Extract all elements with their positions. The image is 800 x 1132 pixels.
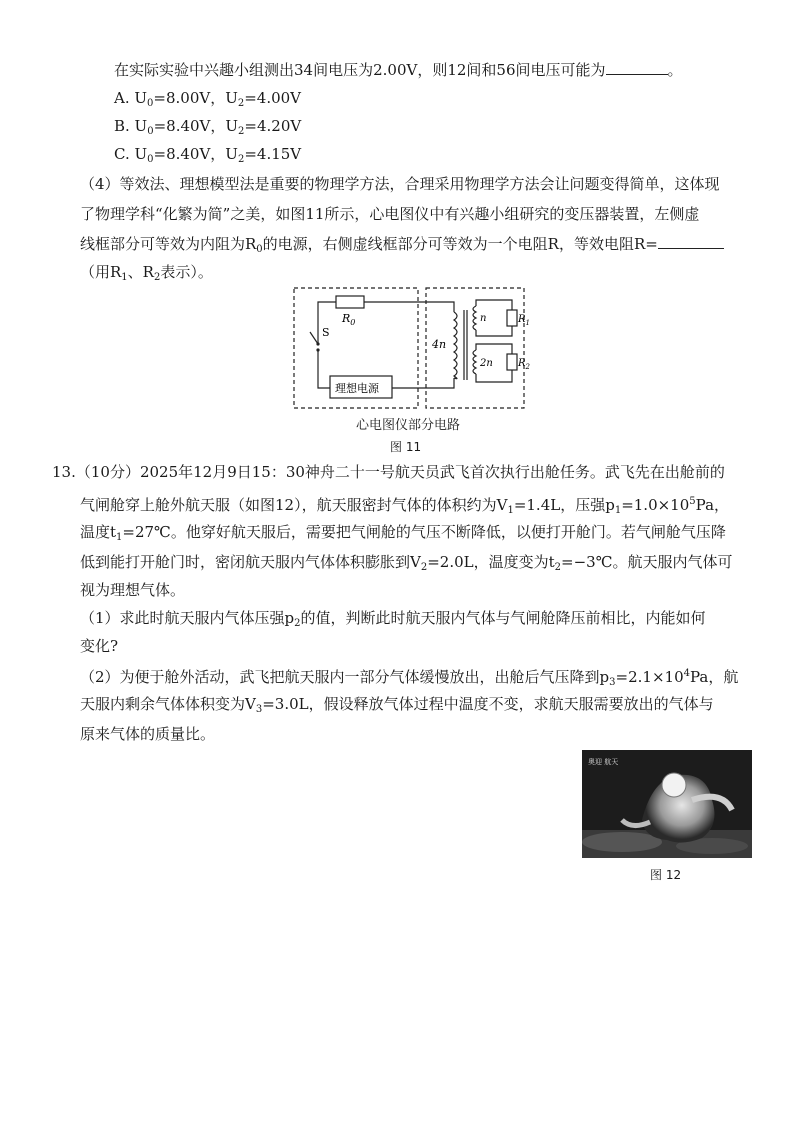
q12-voltage-question	[114, 56, 784, 84]
resistor-r2	[507, 354, 517, 370]
figure12-label: 图 12	[650, 868, 682, 882]
switch-s	[310, 332, 318, 344]
figure11-circuit	[290, 284, 530, 414]
primary-turns-label: 4n	[432, 338, 447, 351]
q13-line1: 13.（10分）2025年12月9日15：30神舟二十一号航天员武飞首次执行出舱任务。武飞先在出舱前的	[52, 463, 725, 481]
q13-part2-line1: （2）为便于舱外活动，武飞把航天服内一部分气体缓慢放出，出舱后气压降到$p_3=2.1\times 10^4Pa$，航	[80, 668, 739, 688]
q13-line5: 视为理想气体。	[80, 581, 186, 599]
option-a: A. $U_0=8.00V$，$U_2=4.00V$	[114, 89, 302, 109]
source-label: 理想电源	[335, 382, 379, 395]
q13-part2-line2: 天服内剩余气体体积变为$V_3=3.0L$，假设释放气体过程中温度不变，求航天服需要放出的气体与	[80, 695, 714, 715]
part4-line2: 了物理学科“化繁为简”之美，如图11所示，心电图仪中有兴趣小组研究的变压器装置，左侧虚	[80, 205, 700, 223]
resistor-r0	[336, 296, 364, 308]
q13-line3: 温度$t_1=27℃$。他穿好航天服后，需要把气闸舱的气压不断降低，以便打开舱门。若气闸舱气压降	[80, 523, 726, 543]
q12-end: 。	[667, 61, 683, 79]
option-b: B. $U_0=8.40V$，$U_2=4.20V$	[114, 117, 302, 137]
helmet	[662, 773, 686, 797]
option-c: C. $U_0=8.40V$，$U_2=4.15V$	[114, 145, 302, 165]
part4-line3: 线框部分可等效为内阻为$R_0$的电源，右侧虚线框部分可等效为一个电阻R，等效电阻R=	[80, 230, 750, 258]
figure12-astronaut-photo	[582, 750, 752, 858]
answer-blank-r	[658, 234, 724, 249]
r0-label: $R_0$	[342, 312, 356, 327]
secondary-coil-2	[473, 350, 476, 374]
r1-label: $R_1$	[518, 314, 530, 327]
photo-watermark: 奥迎 航天	[588, 758, 619, 766]
part4-line1: （4）等效法、理想模型法是重要的物理学方法，合理采用物理学方法会让问题变得简单，这体现	[80, 175, 720, 193]
r2-label: $R_2$	[518, 358, 530, 371]
q13-part1-line2: 变化?	[80, 637, 119, 655]
q12-text: 在实际实验中兴趣小组测出34间电压为2.00V，则12间和56间电压可能为	[114, 61, 606, 79]
q13-line2: 气闸舱穿上舱外航天服（如图12），航天服密封气体的体积约为$V_1=1.4L$，压强$p_1=1.0\times 10^5Pa$，	[80, 496, 730, 516]
resistor-r1	[507, 310, 517, 326]
secondary-coil-1	[473, 306, 476, 330]
s-label: S	[322, 326, 330, 339]
figure11-caption: 心电图仪部分电路	[356, 418, 461, 433]
answer-blank	[606, 60, 668, 75]
q13-part1-line1: （1）求此时航天服内气体压强$p_2$的值，判断此时航天服内气体与气闸舱降压前相比，内能如何	[80, 609, 706, 629]
figure11-label: 图 11	[390, 440, 422, 454]
part4-line4: （用$R_1$、$R_2$表示）。	[80, 263, 213, 283]
q13-line4: 低到能打开舱门时，密闭航天服内气体体积膨胀到$V_2=2.0L$，温度变为$t_2=-3℃$。航天服内气体可	[80, 553, 733, 573]
2n-label: 2n	[480, 358, 493, 369]
primary-coil	[454, 312, 457, 379]
n-label: n	[480, 313, 487, 324]
q13-part2-line3: 原来气体的质量比。	[80, 725, 216, 743]
